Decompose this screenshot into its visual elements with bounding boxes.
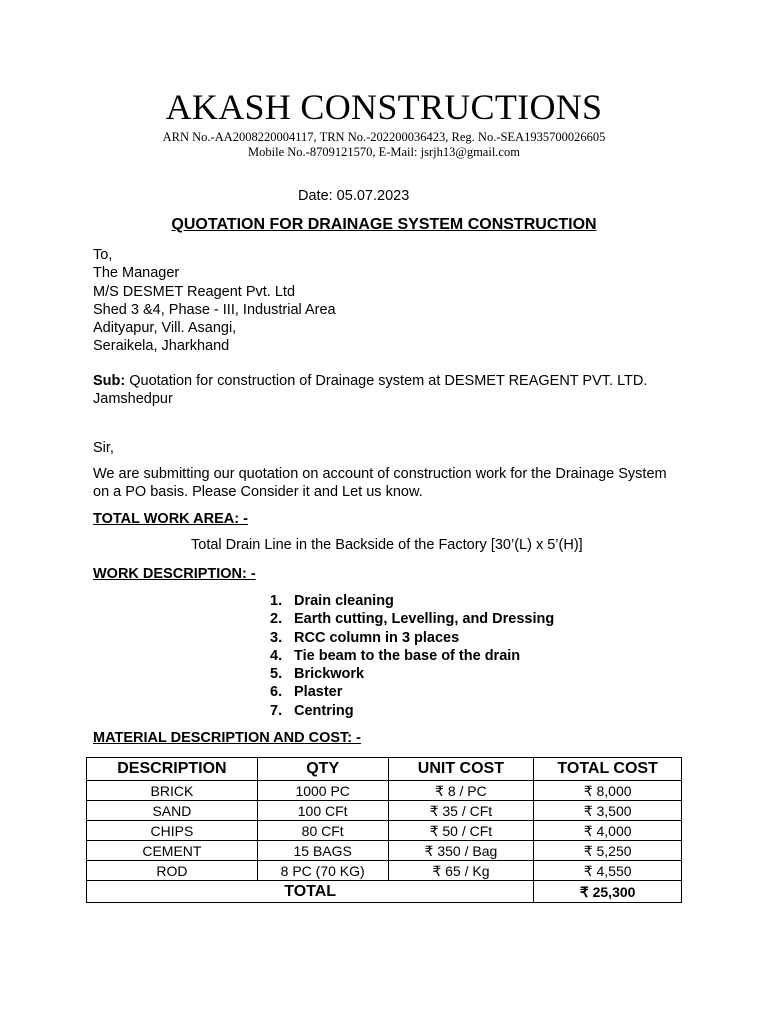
total-label: TOTAL bbox=[87, 881, 534, 903]
quotation-heading: QUOTATION FOR DRAINAGE SYSTEM CONSTRUCTION bbox=[171, 216, 597, 233]
table-cell: BRICK bbox=[87, 781, 258, 801]
table-cell: ₹ 8,000 bbox=[534, 781, 682, 801]
list-item: 1. Drain cleaning bbox=[270, 593, 394, 609]
body-paragraph: We are submitting our quotation on account of construction work for the Drainage System on a PO basis. Please Consider it and Let us know. bbox=[93, 466, 667, 500]
company-name: AKASH CONSTRUCTIONS bbox=[165, 87, 603, 127]
list-item: 2. Earth cutting, Levelling, and Dressing bbox=[270, 611, 555, 628]
work-area-text: Total Drain Line in the Backside of the Factory [30’(L) x 5’(H)] bbox=[191, 537, 583, 553]
table-cell: 1000 PC bbox=[257, 781, 388, 801]
table-cell: CEMENT bbox=[87, 841, 258, 861]
table-cell: ₹ 65 / Kg bbox=[388, 861, 534, 881]
column-header: DESCRIPTION bbox=[87, 758, 258, 781]
total-row bbox=[87, 881, 682, 903]
table-cell: ₹ 35 / CFt bbox=[388, 801, 534, 821]
address-line: M/S DESMET Reagent Pvt. Ltd bbox=[93, 283, 296, 300]
table-cell: 8 PC (70 KG) bbox=[257, 861, 388, 881]
address-line: To, bbox=[93, 247, 113, 263]
table-row bbox=[87, 801, 682, 821]
table-cell: ₹ 50 / CFt bbox=[388, 821, 534, 841]
total-value: ₹ 25,300 bbox=[534, 881, 682, 903]
subject-label: Sub: bbox=[93, 373, 126, 389]
address-line: Adityapur, Vill. Asangi, bbox=[93, 320, 237, 337]
salutation: Sir, bbox=[93, 440, 114, 456]
registration-line: ARN No.-AA2008220004117, TRN No.-202200036423, Reg. No.-SEA1935700026605 bbox=[162, 130, 606, 144]
table-row bbox=[87, 781, 682, 801]
work-description-list bbox=[270, 592, 554, 720]
list-item: 3. RCC column in 3 places bbox=[270, 629, 460, 646]
material-cost-table bbox=[86, 757, 682, 903]
address-line: Shed 3 &4, Phase - III, Industrial Area bbox=[93, 301, 336, 318]
work-description-title: WORK DESCRIPTION: - bbox=[93, 566, 256, 582]
table-row bbox=[87, 841, 682, 861]
list-item: 4. Tie beam to the base of the drain bbox=[270, 647, 521, 664]
table-cell: ₹ 4,000 bbox=[534, 821, 682, 841]
table-cell: ₹ 4,550 bbox=[534, 861, 682, 881]
table-cell: SAND bbox=[87, 801, 258, 821]
column-header: QTY bbox=[257, 758, 388, 781]
table-cell: 15 BAGS bbox=[257, 841, 388, 861]
address-line: Seraikela, Jharkhand bbox=[93, 338, 230, 355]
table-cell: 100 CFt bbox=[257, 801, 388, 821]
column-header: TOTAL COST bbox=[534, 758, 682, 781]
table-row bbox=[87, 821, 682, 841]
table-cell: ROD bbox=[87, 861, 258, 881]
table-cell: ₹ 5,250 bbox=[534, 841, 682, 861]
list-item: 7. Centring bbox=[270, 702, 354, 719]
table-cell: ₹ 350 / Bag bbox=[388, 841, 534, 861]
quotation-date: Date: 05.07.2023 bbox=[298, 188, 410, 204]
table-cell: 80 CFt bbox=[257, 821, 388, 841]
work-area-title: TOTAL WORK AREA: - bbox=[93, 511, 248, 527]
recipient-address bbox=[93, 246, 336, 356]
table-row bbox=[87, 861, 682, 881]
table-cell: ₹ 8 / PC bbox=[388, 781, 534, 801]
material-title: MATERIAL DESCRIPTION AND COST: - bbox=[93, 730, 361, 746]
contact-line: Mobile No.-8709121570, E-Mail: jsrjh13@gmail.com bbox=[248, 145, 520, 159]
table-cell: ₹ 3,500 bbox=[534, 801, 682, 821]
column-header: UNIT COST bbox=[388, 758, 534, 781]
list-item: 6. Plaster bbox=[270, 684, 343, 701]
table-header-row bbox=[87, 758, 682, 781]
list-item: 5. Brickwork bbox=[270, 666, 365, 683]
subject-text: Quotation for construction of Drainage system at DESMET REAGENT PVT. LTD. Jamshedpur bbox=[93, 373, 648, 407]
address-line: The Manager bbox=[93, 265, 180, 282]
table-cell: CHIPS bbox=[87, 821, 258, 841]
subject-line bbox=[93, 372, 683, 408]
